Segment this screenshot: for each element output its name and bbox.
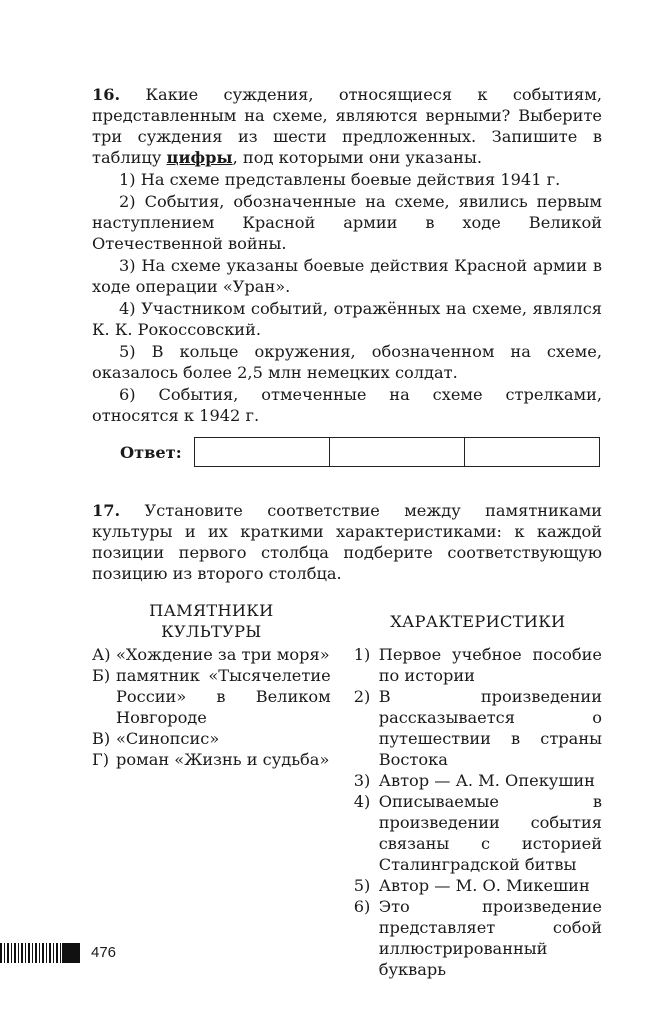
right-item-mark: 1) — [353, 645, 371, 664]
left-item — [92, 665, 331, 728]
left-item-text: «Синопсис» — [116, 729, 220, 748]
right-item-mark: 5) — [353, 876, 371, 895]
right-item — [354, 875, 602, 896]
answer-cell-2[interactable] — [330, 438, 465, 466]
q16-answer-row — [92, 436, 602, 468]
right-column — [354, 598, 602, 980]
left-item-mark: В) — [92, 729, 111, 748]
left-header-line-1: ПАМЯТНИКИ — [149, 601, 274, 620]
answer-label: Ответ: — [120, 442, 182, 462]
q16-emphasis: цифры — [166, 148, 233, 167]
q16-intro — [92, 84, 602, 168]
answer-cell-1[interactable] — [195, 438, 330, 466]
q16-option-3: 3) На схеме указаны боевые действия Красной армии в ходе операции «Уран». — [92, 256, 602, 296]
right-item-mark: 6) — [353, 897, 371, 916]
left-item — [92, 749, 331, 770]
right-item-text: Первое учебное пособие по истории — [378, 645, 602, 685]
right-item — [354, 791, 602, 875]
q17-intro — [92, 500, 602, 584]
right-item-text: Это произведение представляет собой иллюстрированный букварь — [378, 897, 602, 979]
right-item-text: В произведении рассказывается о путешествии в страны Востока — [378, 687, 602, 769]
q16-intro-text: Какие суждения, относящиеся к событиям, представленным на схеме, являются верными? Выберите три суждения из шести предложенных. Запишите в таблицу — [92, 85, 603, 167]
right-item-text: Описываемые в произведении события связаны с историей Сталинградской битвы — [378, 792, 602, 874]
right-item — [354, 644, 602, 686]
barcode-decoration — [0, 943, 80, 963]
answer-cell-3[interactable] — [465, 438, 599, 466]
right-item — [354, 686, 602, 770]
right-item-text: Автор — А. М. Опекушин — [378, 771, 595, 790]
left-item — [92, 644, 331, 665]
matching-columns — [92, 598, 602, 980]
q16-option-6: 6) События, отмеченные на схеме стрелками, относятся к 1942 г. — [92, 385, 602, 425]
q17-intro-text: Установите соответствие между памятниками культуры и их краткими характеристиками: к каждой позиции первого столбца подберите соответствующую позицию из второго столбца. — [92, 501, 602, 583]
right-item — [354, 896, 602, 980]
q16-option-2: 2) События, обозначенные на схеме, явились первым наступлением Красной армии в ходе Великой Отечественной войны. — [92, 192, 602, 253]
q16-number: 16. — [92, 85, 121, 104]
right-item-mark: 3) — [353, 771, 371, 790]
left-item-mark: Г) — [92, 750, 110, 769]
q16-option-5: 5) В кольце окружения, обозначенном на схеме, оказалось более 2,5 млн немецких солдат. — [92, 342, 602, 382]
left-column-header — [92, 598, 331, 644]
left-header-line-2: КУЛЬТУРЫ — [161, 622, 262, 641]
q16-intro-end: , под которыми они указаны. — [232, 148, 482, 167]
right-item — [354, 770, 602, 791]
left-item — [92, 728, 331, 749]
left-item-text: роман «Жизнь и судьба» — [116, 750, 330, 769]
page-number: 476 — [91, 944, 117, 961]
right-item-text: Автор — М. О. Микешин — [378, 876, 590, 895]
right-column-header: ХАРАКТЕРИСТИКИ — [390, 611, 566, 631]
right-item-mark: 4) — [353, 792, 371, 811]
q16-option-1: 1) На схеме представлены боевые действия 1941 г. — [119, 170, 561, 189]
left-item-mark: А) — [92, 645, 111, 664]
answer-table — [194, 437, 600, 467]
footer-barcode-strip — [0, 940, 86, 966]
left-item-mark: Б) — [92, 666, 111, 685]
left-column — [92, 598, 331, 980]
page-content — [92, 84, 602, 980]
right-item-mark: 2) — [353, 687, 371, 706]
left-item-text: «Хождение за три моря» — [116, 645, 330, 664]
left-item-text: памятник «Тысячелетие России» в Великом Новгороде — [116, 666, 331, 727]
q16-option-4: 4) Участником событий, отражённых на схеме, являлся К. К. Рокоссовский. — [92, 299, 602, 339]
q17-number: 17. — [92, 501, 121, 520]
